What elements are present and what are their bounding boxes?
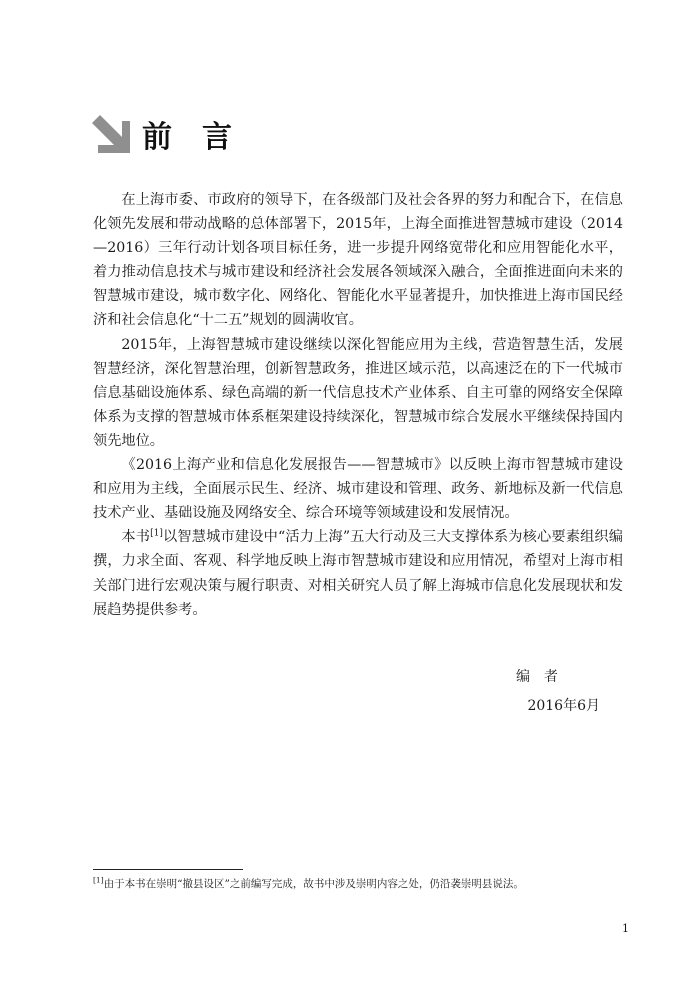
signature-block — [516, 663, 600, 721]
footnote — [93, 875, 633, 893]
footnote-mark: [1] — [93, 875, 104, 885]
preface-body — [93, 188, 623, 622]
paragraph-1: 在上海市委、市政府的领导下，在各级部门及社会各界的努力和配合下，在信息化领先发展和带动战略的总体部署下，2015年，上海全面推进智慧城市建设（2014—2016）三年行动计划各项目标任务，进一步提升网络宽带化和应用智能化水平，着力推动信息技术与城市建设和经济社会发展各领域深入融合，全面推进面向未来的智慧城市建设，城市数字化、网络化、智能化水平显著提升，加快推进上海市国民经济和社会信息化“十二五”规划的圆满收官。 — [93, 192, 623, 329]
footnote-divider — [93, 869, 243, 870]
signature-date: 2016年6月 — [527, 698, 600, 714]
paragraph-2: 2015年，上海智慧城市建设继续以深化智能应用为主线，营造智慧生活，发展智慧经济，深化智慧治理，创新智慧政务，推进区域示范，以高速泛在的下一代城市信息基础设施体系、绿色高端的新一代信息技术产业体系、自主可靠的网络安全保障体系为支撑的智慧城市体系框架建设持续深化，智慧城市综合发展水平继续保持国内领先地位。 — [93, 336, 623, 449]
footnote-text: 由于本书在崇明“撤县设区”之前编写完成，故书中涉及崇明内容之处，仍沿袭崇明县说法。 — [103, 878, 524, 890]
section-heading — [90, 110, 262, 158]
paragraph-4 — [93, 525, 623, 621]
signature-author: 编者 — [516, 669, 572, 685]
paragraph-4-body: 以智慧城市建设中“活力上海”五大行动及三大支撑体系为核心要素组织编撰，力求全面、客观、科学地反映上海市智慧城市建设和应用情况，希望对上海市相关部门进行宏观决策与履行职责、对相关研究人员了解上海城市信息化发展现状和发展趋势提供参考。 — [93, 529, 623, 618]
page-number: 1 — [622, 922, 629, 935]
paragraph-3: 《2016上海产业和信息化发展报告——智慧城市》以反映上海市智慧城市建设和应用为主线，全面展示民生、经济、城市建设和管理、政务、新地标及新一代信息技术产业、基础设施及网络安全、综合环境等领域建设和发展情况。 — [93, 457, 623, 522]
arrow-down-right-icon — [90, 113, 132, 155]
paragraph-4-lead: 本书 — [121, 529, 151, 546]
page-title: 前言 — [142, 120, 262, 155]
footnote-reference[interactable]: [1] — [150, 528, 163, 539]
